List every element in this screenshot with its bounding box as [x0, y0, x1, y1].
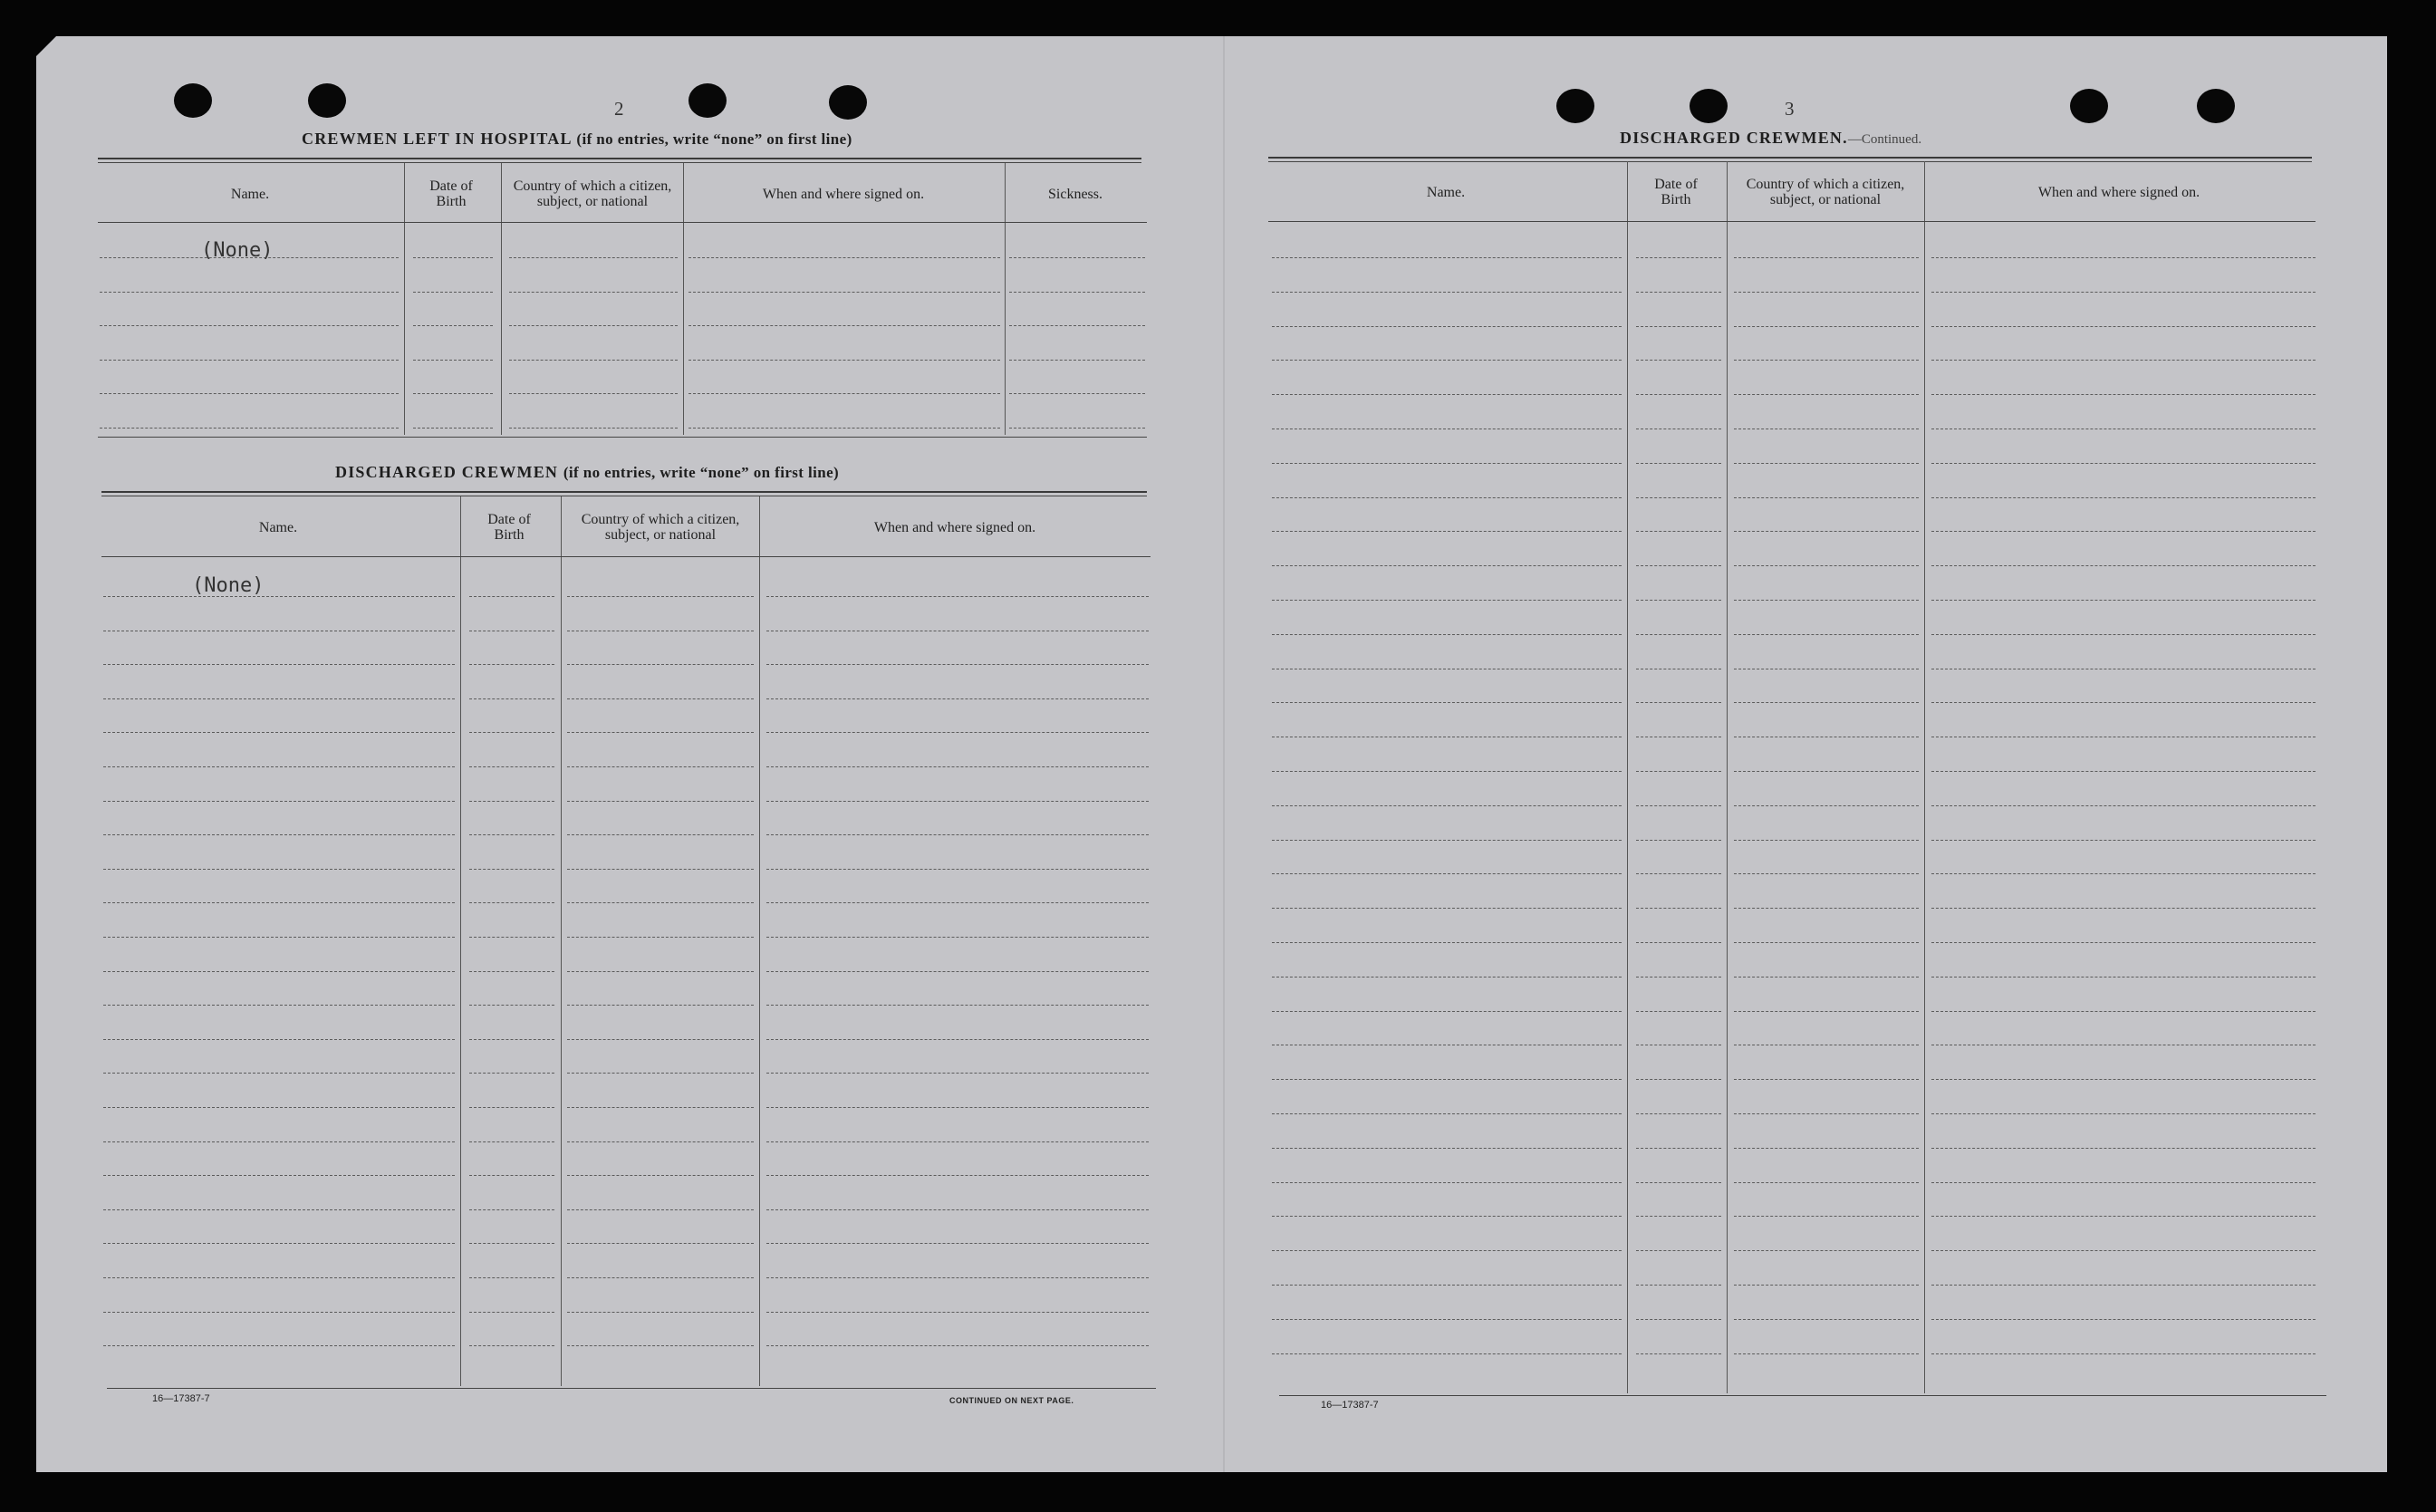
hospital-title-text: CREWMEN LEFT IN HOSPITAL	[302, 130, 572, 148]
ruled-line	[1734, 1353, 1919, 1354]
discharged-continued-title-text: DISCHARGED CREWMEN.	[1620, 129, 1848, 147]
ruled-line	[469, 834, 554, 835]
ruled-line	[1931, 292, 2316, 293]
right-top-rule	[1268, 157, 2312, 159]
ruled-line	[1734, 908, 1919, 909]
ruled-line	[509, 393, 678, 394]
ruled-line	[766, 1209, 1149, 1210]
ruled-line	[1734, 394, 1919, 395]
folded-corner	[36, 36, 56, 56]
ruled-line	[1272, 257, 1622, 258]
hospital-divider	[683, 163, 684, 435]
ruled-line	[1931, 977, 2316, 978]
ruled-line	[1734, 1011, 1919, 1012]
ruled-line	[1734, 805, 1919, 806]
ruled-line	[567, 869, 754, 870]
ruled-line	[1636, 360, 1721, 361]
ruled-line	[567, 1005, 754, 1006]
ruled-line	[1734, 1148, 1919, 1149]
ruled-line	[1636, 771, 1721, 772]
right-header-rule	[1268, 221, 2316, 222]
ruled-line	[469, 1312, 554, 1313]
ruled-line	[469, 902, 554, 903]
ruled-line	[1272, 805, 1622, 806]
discharged-divider	[759, 496, 760, 1386]
ruled-line	[1272, 634, 1622, 635]
ruled-line	[1272, 942, 1622, 943]
punch-hole	[174, 83, 212, 118]
ruled-line	[688, 325, 1000, 326]
ruled-line	[1009, 325, 1145, 326]
ruled-line	[1636, 257, 1721, 258]
discharged-col-signed-on: When and where signed on.	[873, 519, 1036, 535]
page-gutter	[1223, 36, 1225, 1472]
ruled-line	[1931, 1285, 2316, 1286]
ruled-line	[469, 1107, 554, 1108]
ruled-line	[1636, 292, 1721, 293]
ruled-line	[1931, 1113, 2316, 1114]
ruled-line	[1931, 600, 2316, 601]
discharged-col-dob: Date of Birth	[487, 512, 531, 543]
ruled-line	[1009, 393, 1145, 394]
ruled-line	[1272, 360, 1622, 361]
ruled-line	[567, 596, 754, 597]
ruled-line	[103, 801, 455, 802]
right-col-name: Name.	[1426, 184, 1466, 200]
ruled-line	[1734, 565, 1919, 566]
hospital-col-dob: Date of Birth	[429, 178, 473, 209]
ruled-line	[1734, 840, 1919, 841]
ruled-line	[1931, 1319, 2316, 1320]
ruled-line	[100, 325, 399, 326]
ruled-line	[103, 1277, 455, 1278]
ruled-line	[1636, 1079, 1721, 1080]
ruled-line	[766, 1175, 1149, 1176]
ruled-line	[1636, 977, 1721, 978]
ruled-line	[1734, 1182, 1919, 1183]
ruled-line	[103, 1141, 455, 1142]
ruled-line	[1636, 1250, 1721, 1251]
form-sheet	[36, 36, 2387, 1472]
ruled-line	[567, 698, 754, 699]
ruled-line	[1931, 497, 2316, 498]
ruled-line	[766, 1141, 1149, 1142]
ruled-line	[103, 902, 455, 903]
punch-hole	[1690, 89, 1728, 123]
ruled-line	[1931, 1250, 2316, 1251]
ruled-line	[688, 257, 1000, 258]
ruled-line	[1272, 1216, 1622, 1217]
ruled-line	[567, 1107, 754, 1108]
ruled-line	[1931, 257, 2316, 258]
ruled-line	[469, 1277, 554, 1278]
ruled-line	[1636, 1216, 1721, 1217]
ruled-line	[103, 1107, 455, 1108]
ruled-line	[509, 257, 678, 258]
hospital-col-signed-on: When and where signed on.	[762, 186, 925, 202]
ruled-line	[413, 325, 493, 326]
ruled-line	[1734, 292, 1919, 293]
ruled-line	[766, 732, 1149, 733]
punch-hole	[688, 83, 727, 118]
ruled-line	[567, 1243, 754, 1244]
ruled-line	[469, 732, 554, 733]
ruled-line	[567, 1141, 754, 1142]
ruled-line	[509, 360, 678, 361]
ruled-line	[1931, 463, 2316, 464]
ruled-line	[1636, 497, 1721, 498]
punch-hole	[829, 85, 867, 120]
ruled-line	[1931, 1216, 2316, 1217]
ruled-line	[1931, 394, 2316, 395]
ruled-line	[1009, 257, 1145, 258]
ruled-line	[1734, 1250, 1919, 1251]
ruled-line	[1734, 1285, 1919, 1286]
ruled-line	[1272, 600, 1622, 601]
ruled-line	[1734, 360, 1919, 361]
ruled-line	[1272, 1011, 1622, 1012]
ruled-line	[1636, 600, 1721, 601]
discharged-col-name: Name.	[258, 519, 298, 535]
ruled-line	[688, 292, 1000, 293]
ruled-line	[1636, 805, 1721, 806]
ruled-line	[1636, 1148, 1721, 1149]
ruled-line	[1272, 531, 1622, 532]
ruled-line	[469, 1175, 554, 1176]
ruled-line	[1272, 1182, 1622, 1183]
ruled-line	[1931, 942, 2316, 943]
ruled-line	[1636, 840, 1721, 841]
ruled-line	[567, 766, 754, 767]
ruled-line	[1272, 463, 1622, 464]
hospital-col-sickness: Sickness.	[1048, 186, 1102, 202]
ruled-line	[766, 1107, 1149, 1108]
ruled-line	[567, 1039, 754, 1040]
ruled-line	[469, 971, 554, 972]
ruled-line	[413, 292, 493, 293]
punch-hole	[2197, 89, 2235, 123]
ruled-line	[1636, 873, 1721, 874]
ruled-line	[567, 834, 754, 835]
ruled-line	[1734, 771, 1919, 772]
ruled-line	[509, 428, 678, 429]
ruled-line	[103, 1312, 455, 1313]
ruled-line	[766, 1345, 1149, 1346]
ruled-line	[509, 325, 678, 326]
ruled-line	[1636, 1113, 1721, 1114]
ruled-line	[766, 1312, 1149, 1313]
ruled-line	[766, 801, 1149, 802]
ruled-line	[103, 971, 455, 972]
ruled-line	[1734, 463, 1919, 464]
hospital-top-rule	[98, 158, 1141, 159]
ruled-line	[103, 596, 455, 597]
ruled-line	[469, 1039, 554, 1040]
ruled-line	[1931, 360, 2316, 361]
ruled-line	[469, 1141, 554, 1142]
ruled-line	[103, 1005, 455, 1006]
ruled-line	[766, 937, 1149, 938]
form-number: 16—17387-7	[1321, 1400, 1379, 1411]
ruled-line	[103, 937, 455, 938]
ruled-line	[100, 292, 399, 293]
ruled-line	[1272, 1319, 1622, 1320]
right-col-dob: Date of Birth	[1654, 177, 1698, 207]
ruled-line	[1272, 908, 1622, 909]
ruled-line	[103, 1073, 455, 1074]
ruled-line	[103, 1345, 455, 1346]
ruled-line	[469, 664, 554, 665]
ruled-line	[103, 664, 455, 665]
ruled-line	[1734, 1216, 1919, 1217]
ruled-line	[567, 1277, 754, 1278]
ruled-line	[1272, 873, 1622, 874]
ruled-line	[469, 801, 554, 802]
ruled-line	[766, 1073, 1149, 1074]
ruled-line	[567, 732, 754, 733]
hospital-first-entry: (None)	[201, 239, 274, 262]
ruled-line	[469, 1243, 554, 1244]
ruled-line	[413, 257, 493, 258]
ruled-line	[1734, 257, 1919, 258]
ruled-line	[103, 1175, 455, 1176]
ruled-line	[1272, 565, 1622, 566]
ruled-line	[469, 698, 554, 699]
right-col-country: Country of which a citizen, subject, or national	[1746, 177, 1905, 207]
ruled-line	[100, 393, 399, 394]
ruled-line	[1734, 497, 1919, 498]
ruled-line	[103, 766, 455, 767]
ruled-line	[766, 869, 1149, 870]
ruled-line	[1931, 1079, 2316, 1080]
ruled-line	[567, 1345, 754, 1346]
ruled-line	[766, 971, 1149, 972]
ruled-line	[1734, 1113, 1919, 1114]
ruled-line	[1931, 565, 2316, 566]
ruled-line	[688, 393, 1000, 394]
ruled-line	[1636, 565, 1721, 566]
ruled-line	[1734, 942, 1919, 943]
ruled-line	[567, 902, 754, 903]
ruled-line	[1636, 394, 1721, 395]
hospital-header-rule	[98, 222, 1147, 223]
discharged-divider	[561, 496, 562, 1386]
ruled-line	[1272, 1353, 1622, 1354]
ruled-line	[1734, 531, 1919, 532]
ruled-line	[1272, 1285, 1622, 1286]
ruled-line	[469, 1005, 554, 1006]
ruled-line	[688, 428, 1000, 429]
discharged-col-country: Country of which a citizen, subject, or national	[581, 512, 740, 543]
discharged-header-rule	[101, 556, 1151, 557]
hospital-top-rule-2	[98, 162, 1141, 163]
ruled-line	[1272, 1250, 1622, 1251]
right-top-rule-2	[1268, 161, 2312, 162]
discharged-section-title	[335, 463, 839, 482]
discharged-instruction: (if no entries, write “none” on first line)	[563, 464, 840, 481]
ruled-line	[1734, 326, 1919, 327]
discharged-divider	[460, 496, 461, 1386]
ruled-line	[1272, 1079, 1622, 1080]
ruled-line	[1734, 600, 1919, 601]
ruled-line	[1009, 292, 1145, 293]
ruled-line	[1636, 908, 1721, 909]
ruled-line	[1931, 771, 2316, 772]
ruled-line	[103, 1243, 455, 1244]
ruled-line	[1636, 326, 1721, 327]
ruled-line	[766, 902, 1149, 903]
page-number: 3	[1785, 98, 1795, 120]
ruled-line	[1931, 702, 2316, 703]
ruled-line	[413, 360, 493, 361]
ruled-line	[766, 698, 1149, 699]
ruled-line	[469, 1345, 554, 1346]
ruled-line	[1931, 326, 2316, 327]
hospital-divider	[1005, 163, 1006, 435]
ruled-line	[766, 834, 1149, 835]
ruled-line	[1931, 840, 2316, 841]
ruled-line	[766, 1243, 1149, 1244]
ruled-line	[1636, 1353, 1721, 1354]
continued-note: CONTINUED ON NEXT PAGE.	[949, 1396, 1074, 1405]
ruled-line	[1734, 702, 1919, 703]
hospital-col-country: Country of which a citizen, subject, or national	[513, 178, 672, 209]
right-bottom-rule	[1279, 1395, 2326, 1396]
ruled-line	[413, 428, 493, 429]
hospital-instruction: (if no entries, write “none” on first line)	[576, 130, 852, 148]
punch-hole	[1556, 89, 1594, 123]
ruled-line	[1931, 805, 2316, 806]
ruled-line	[1734, 634, 1919, 635]
ruled-line	[100, 360, 399, 361]
ruled-line	[766, 596, 1149, 597]
ruled-line	[413, 393, 493, 394]
ruled-line	[567, 1312, 754, 1313]
page-number: 2	[614, 98, 624, 120]
ruled-line	[1272, 326, 1622, 327]
discharged-top-rule	[101, 491, 1147, 493]
punch-hole	[308, 83, 346, 118]
ruled-line	[567, 1209, 754, 1210]
ruled-line	[469, 1209, 554, 1210]
discharged-title-text: DISCHARGED CREWMEN	[335, 463, 559, 481]
ruled-line	[1931, 531, 2316, 532]
ruled-line	[1931, 873, 2316, 874]
ruled-line	[766, 766, 1149, 767]
ruled-line	[103, 834, 455, 835]
discharged-first-entry: (None)	[192, 574, 265, 597]
ruled-line	[1734, 1079, 1919, 1080]
right-divider	[1924, 161, 1925, 1393]
ruled-line	[469, 596, 554, 597]
ruled-line	[103, 869, 455, 870]
ruled-line	[1272, 394, 1622, 395]
right-divider	[1727, 161, 1728, 1393]
ruled-line	[1931, 908, 2316, 909]
ruled-line	[1272, 771, 1622, 772]
ruled-line	[469, 1073, 554, 1074]
ruled-line	[688, 360, 1000, 361]
hospital-divider	[501, 163, 502, 435]
punch-hole	[2070, 89, 2108, 123]
ruled-line	[1931, 1148, 2316, 1149]
ruled-line	[1931, 1353, 2316, 1354]
ruled-line	[1636, 634, 1721, 635]
form-number: 16—17387-7	[152, 1393, 210, 1404]
ruled-line	[766, 1005, 1149, 1006]
ruled-line	[1272, 1113, 1622, 1114]
ruled-line	[1272, 292, 1622, 293]
right-col-signed-on: When and where signed on.	[2037, 184, 2200, 200]
ruled-line	[1272, 977, 1622, 978]
ruled-line	[1272, 702, 1622, 703]
ruled-line	[469, 869, 554, 870]
ruled-line	[1734, 1319, 1919, 1320]
ruled-line	[766, 664, 1149, 665]
ruled-line	[567, 1073, 754, 1074]
ruled-line	[1009, 360, 1145, 361]
ruled-line	[1734, 873, 1919, 874]
ruled-line	[1009, 428, 1145, 429]
discharged-bottom-rule	[107, 1388, 1156, 1389]
ruled-line	[1636, 463, 1721, 464]
ruled-line	[100, 428, 399, 429]
ruled-line	[1931, 1182, 2316, 1183]
ruled-line	[1636, 1285, 1721, 1286]
discharged-continued-title	[1620, 129, 1921, 148]
ruled-line	[1272, 497, 1622, 498]
ruled-line	[509, 292, 678, 293]
ruled-line	[103, 1209, 455, 1210]
ruled-line	[567, 801, 754, 802]
ruled-line	[1636, 942, 1721, 943]
right-divider	[1627, 161, 1628, 1393]
ruled-line	[1931, 634, 2316, 635]
ruled-line	[469, 937, 554, 938]
hospital-bottom-rule	[98, 437, 1147, 438]
ruled-line	[103, 1039, 455, 1040]
ruled-line	[103, 698, 455, 699]
ruled-line	[1636, 1011, 1721, 1012]
ruled-line	[103, 732, 455, 733]
hospital-col-name: Name.	[230, 186, 270, 202]
ruled-line	[1636, 531, 1721, 532]
ruled-line	[1636, 702, 1721, 703]
ruled-line	[1734, 977, 1919, 978]
ruled-line	[1636, 1319, 1721, 1320]
hospital-section-title	[302, 130, 852, 149]
ruled-line	[469, 766, 554, 767]
ruled-line	[1272, 1148, 1622, 1149]
hospital-divider	[404, 163, 405, 435]
ruled-line	[567, 1175, 754, 1176]
ruled-line	[1931, 1011, 2316, 1012]
ruled-line	[567, 971, 754, 972]
ruled-line	[766, 1039, 1149, 1040]
continued-label: —Continued.	[1847, 132, 1922, 147]
ruled-line	[1272, 840, 1622, 841]
ruled-line	[1636, 1182, 1721, 1183]
ruled-line	[567, 664, 754, 665]
ruled-line	[567, 937, 754, 938]
ruled-line	[766, 1277, 1149, 1278]
